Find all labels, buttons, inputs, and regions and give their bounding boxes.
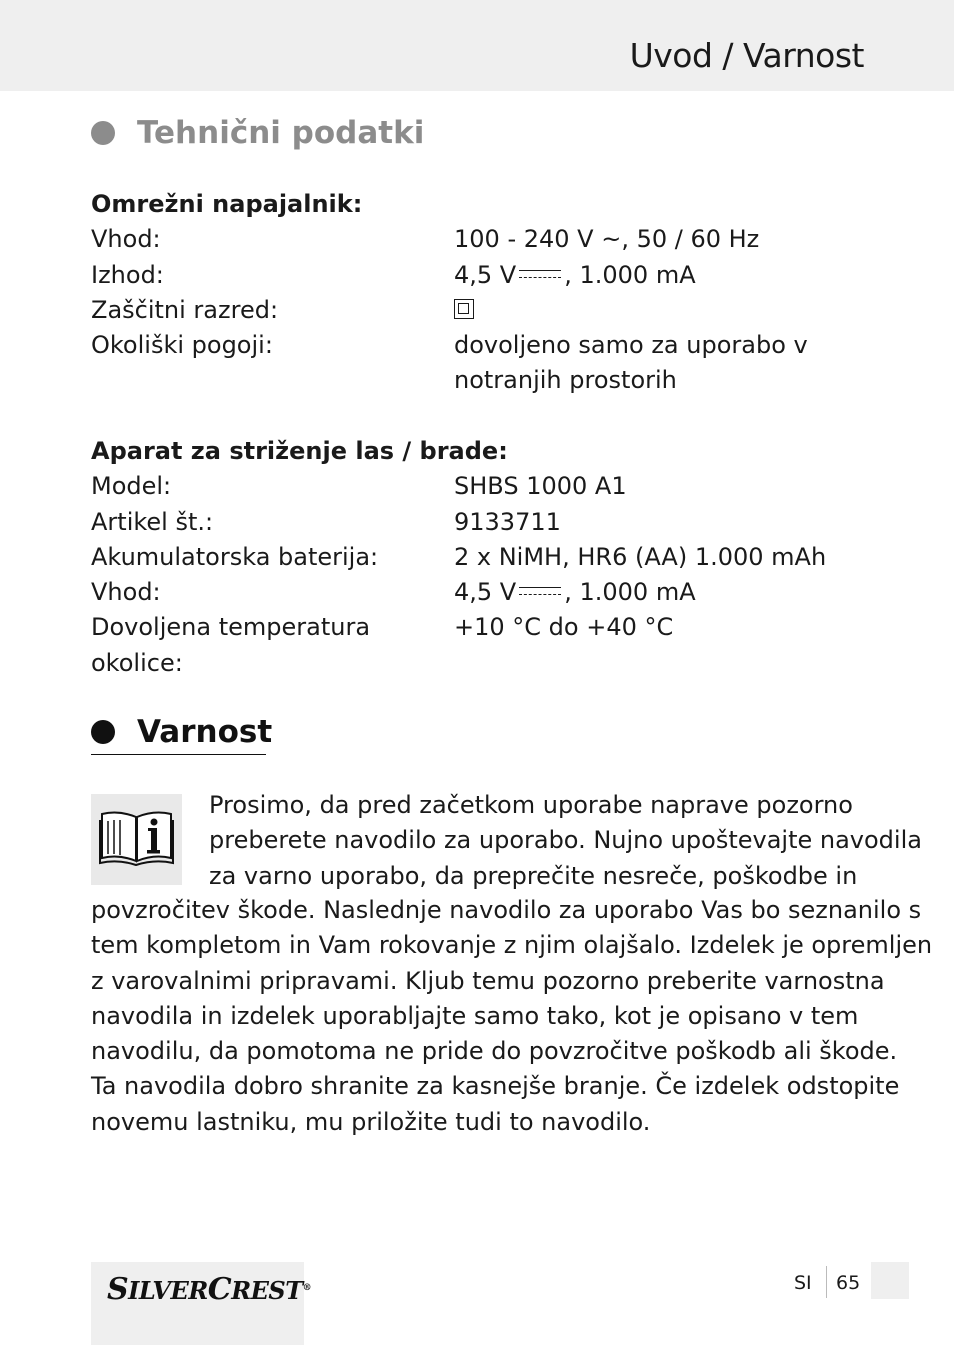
logo-trademark: ® <box>302 1283 312 1293</box>
footer-divider <box>826 1266 827 1298</box>
spec-label: Izhod: <box>91 260 164 289</box>
adapter-specs <box>91 187 871 399</box>
adapter-title: Omrežni napajalnik: <box>91 190 363 218</box>
spec-row <box>91 328 871 399</box>
spec-label: Artikel št.: <box>91 507 214 536</box>
spec-row <box>91 258 871 293</box>
logo-part: ILVER <box>128 1276 208 1305</box>
silvercrest-logo <box>107 1272 311 1307</box>
heading-text: Tehnični podatki <box>137 115 425 151</box>
spec-row <box>91 505 871 540</box>
bullet-icon <box>91 121 115 145</box>
text-line: povzročitev škode. Naslednje navodilo za uporabo Vas bo seznanilo s <box>91 896 922 924</box>
text-line: preberete navodilo za uporabo. Nujno upoštevajte navodila <box>209 826 922 855</box>
spec-row <box>91 610 871 681</box>
spec-label: Okoliški pogoji: <box>91 331 273 360</box>
safety-intro-paragraph <box>209 788 922 894</box>
spec-value <box>454 575 871 610</box>
spec-value-line: notranjih prostorih <box>454 366 677 395</box>
spec-label: Vhod: <box>91 225 161 254</box>
text-line: Prosimo, da pred začetkom uporabe naprave pozorno <box>209 791 853 819</box>
logo-part: C <box>207 1272 232 1307</box>
spec-row <box>91 222 871 257</box>
spec-row <box>91 540 871 575</box>
logo-part: REST <box>231 1276 303 1305</box>
spec-value: SHBS 1000 A1 <box>454 472 627 501</box>
safety-body-paragraph <box>91 893 933 1140</box>
text-line: navodilu, da pomotoma ne pride do povzročitve poškodb ali škode. <box>91 1037 898 1066</box>
spec-row <box>91 293 871 328</box>
heading-text: Varnost <box>137 714 273 750</box>
spec-value-line: dovoljeno samo za uporabo v <box>454 331 808 360</box>
logo-part: S <box>107 1272 129 1307</box>
footer-tab <box>871 1262 909 1299</box>
spec-value: 2 x NiMH, HR6 (AA) 1.000 mAh <box>454 542 827 571</box>
spec-row <box>91 575 871 610</box>
footer-logo-box <box>91 1262 312 1345</box>
text-line: tem kompletom in Vam rokovanje z njim olajšalo. Izdelek je opremljen <box>91 931 933 960</box>
info-book-icon <box>91 794 182 885</box>
spec-label: Akumulatorska baterija: <box>91 542 379 571</box>
spec-value <box>454 258 871 293</box>
text-line: Ta navodila dobro shranite za kasnejše branje. Če izdelek odstopite <box>91 1072 900 1101</box>
dc-current-icon <box>518 584 562 600</box>
text-line: za varno uporabo, da preprečite nesreče, poškodbe in <box>209 861 858 890</box>
text-line: navodila in izdelek uporabljajte samo tako, kot je opisano v tem <box>91 1001 859 1030</box>
dc-current-icon <box>518 267 562 283</box>
device-title: Aparat za striženje las / brade: <box>91 437 508 465</box>
spec-value: 9133711 <box>454 507 561 536</box>
device-specs <box>91 434 871 681</box>
language-code: SI <box>794 1272 812 1294</box>
text-line: z varovalnimi pripravami. Kljub temu pozorno preberite varnostna <box>91 966 885 995</box>
text-line: novemu lastniku, mu priložite tudi to navodilo. <box>91 1107 651 1136</box>
spec-label: Vhod: <box>91 578 161 607</box>
spec-value-pre: 4,5 V <box>454 260 517 289</box>
spec-value: 100 - 240 V ~, 50 / 60 Hz <box>454 225 760 254</box>
spec-label: Model: <box>91 472 172 501</box>
spec-row <box>91 469 871 504</box>
spec-value <box>454 328 871 399</box>
spec-value: +10 °C do +40 °C <box>454 613 674 642</box>
section-heading-safety <box>91 714 272 750</box>
page-number: 65 <box>836 1272 861 1294</box>
spec-value <box>454 293 871 328</box>
spec-label: Zaščitni razred: <box>91 295 279 324</box>
bullet-icon <box>91 720 115 744</box>
section-heading-technical-data <box>91 115 424 151</box>
protection-class-ii-icon <box>454 299 474 319</box>
spec-value-post: , 1.000 mA <box>564 260 696 289</box>
spec-value-pre: 4,5 V <box>454 578 517 607</box>
heading-underline <box>91 754 266 755</box>
spec-value-post: , 1.000 mA <box>564 578 696 607</box>
spec-label: Dovoljena temperatura okolice: <box>91 613 371 677</box>
page-header-title: Uvod / Varnost <box>629 36 864 75</box>
